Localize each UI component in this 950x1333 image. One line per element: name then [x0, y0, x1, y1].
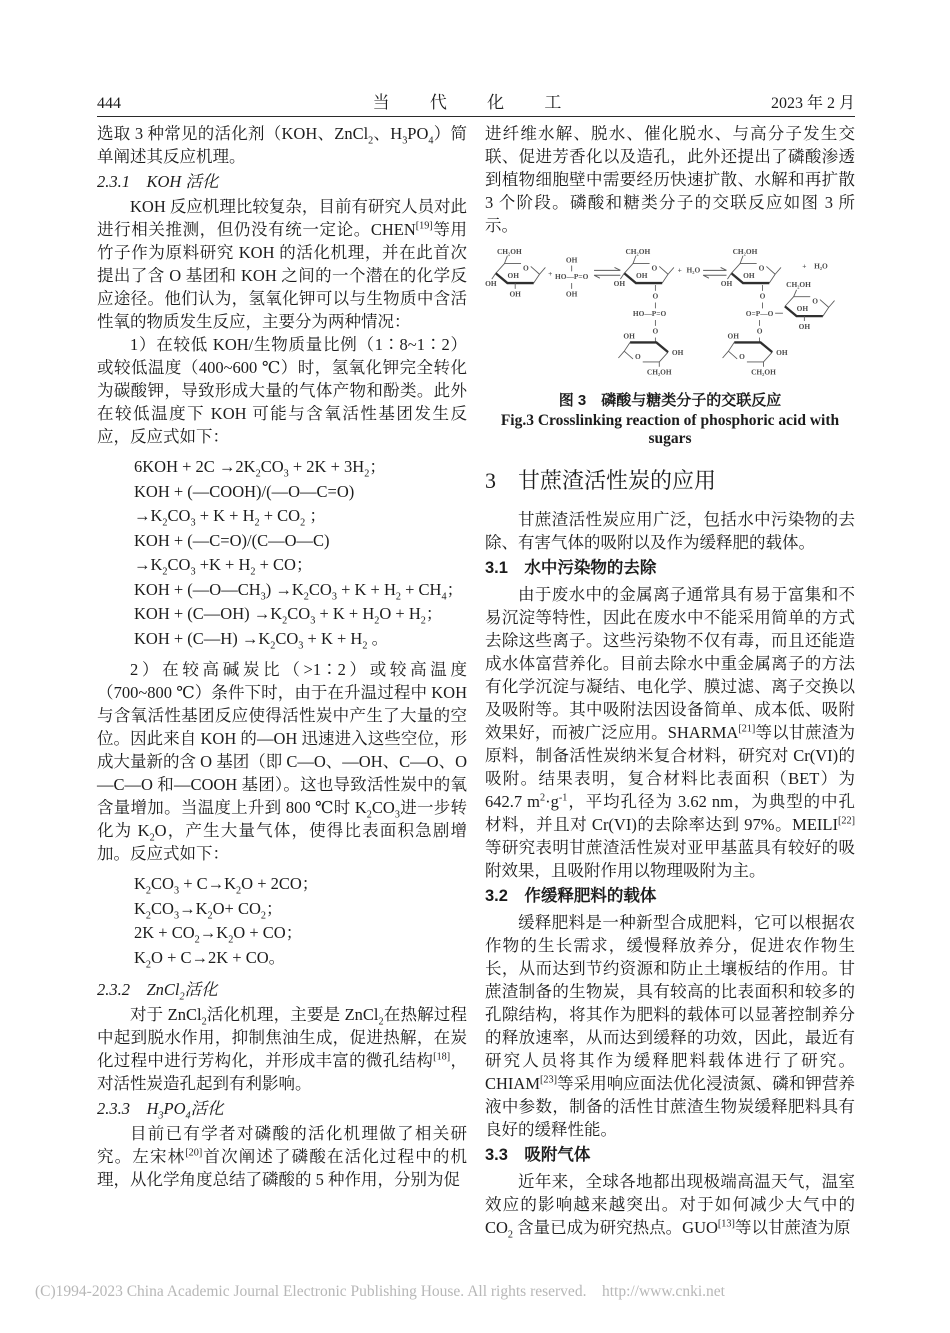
two-column-body [97, 122, 855, 1239]
sugar-ring-a [485, 247, 545, 299]
ch2oh-label: CH₂OH [625, 247, 651, 256]
oh-label: OH [613, 278, 626, 288]
plus-sign: + [677, 265, 682, 275]
paragraph: 近年来，全球各地都出现极端高温天气，温室效应的影响越来越突出。对于如何减少大气中的$CO_2$ 含量已成为研究热点。GUO[13]等以甘蔗渣为原 [485, 1172, 855, 1241]
equation-line: $K_2CO_3\to K_2O+ CO_2$； [134, 898, 283, 921]
linker-oxygen-label: O [756, 326, 763, 336]
ring-oxygen-label: O [634, 351, 641, 361]
crosslinked-product-c [721, 247, 835, 377]
ch2oh-label: CH₂OH [751, 367, 776, 377]
equation-line: KOH + (—C=O)/(C—O—C) [134, 530, 330, 550]
paragraph: KOH 反应机理比较复杂，目前有研究人员对此进行相关推测，但仍没有统一定论。CHEN[19]等用竹子作为原料研究 KOH 的活化机理，并在此首次提出了含 O 基团和 KOH 之间的一个潜在的化学反应途径。他们认为，氢氧化钾可以与生物质中含活性氧的物质发生反应，主要分为两种情况： [97, 197, 468, 331]
section-heading-3-2: 3.2 作缓释肥料的载体 [485, 887, 657, 906]
page-number: 444 [97, 95, 121, 112]
equation-line: KOH + (C—H) $\to K_2CO_3 + K + H_2$ 。 [134, 628, 389, 651]
copyright-footer [35, 1283, 725, 1301]
section-heading-2-3-3: 2.3.3 $H_3PO_4$活化 [97, 1099, 224, 1122]
section-heading-2-3-2: 2.3.2 ZnCl$_2$活化 [97, 980, 218, 1003]
equation-block-k2co3 [134, 872, 467, 970]
equation-line: $K_2CO_3 + C\to K_2O + 2CO$； [134, 874, 319, 897]
paragraph: 1）在较低 KOH/生物质量比例（1∶8~1∶2）或较低温度（400~600 ℃）时，氢氧化钾完全转化为碳酸钾，导致形成大量的气体产物和酚类。此外在较低温度下 KOH 可能与含氧活性基团发生反应，反应式如下： [97, 335, 467, 446]
paragraph: 对于 ZnCl$_2$活化机理，主要是 ZnCl$_2$在热解过程中起到脱水作用，抑制焦油生成，促进热解，在炭化过程中进行芳构化，并形成丰富的微孔结构[18]，对活性炭造孔起到有利影响。 [97, 1005, 468, 1093]
right-column [485, 122, 855, 1239]
oh-label: OH [485, 278, 497, 288]
equation-line: $6KOH + 2C \to 2K_2CO_3 + 2K + 3H_2$； [134, 457, 386, 480]
equilibrium-arrows-icon [594, 267, 620, 278]
hopo-label: HO—P=O [555, 272, 589, 282]
issue-date: 2023 年 2 月 [770, 95, 855, 112]
sugar-phosphate-b [614, 247, 684, 377]
paragraph: 选取 3 种常见的活化剂（KOH、ZnCl$_2$、$H_3PO_4$）简单阐述其反应机理。 [97, 124, 467, 166]
section-heading-3-3: 3.3 吸附气体 [485, 1146, 591, 1165]
oh-label: OH [623, 331, 635, 341]
equation-line: $\to K_2CO_3 + K + H_2 + CO_2$ ； [134, 506, 326, 529]
ch2oh-label: CH₂OH [646, 367, 672, 377]
linker-oxygen-label: O [652, 326, 659, 336]
phosphoric-acid-group [555, 256, 589, 299]
paragraph: 由于废水中的金属离子通常具有易于富集和不易沉淀等特性，因此在废水中不能采用简单的方式去除这些离子。这些污染物不仅有毒，而且还能造成水体富营养化。目前去除水中重金属离子的方法有化学沉淀与凝结、电化学、膜过滤、离子交换以及吸附等。其中吸附法因设备简单、成本低、吸附效果好，而被广泛应用。SHARMA[21]等以甘蔗渣为原料，制备活性炭纳米复合材料，研究对 Cr(VI)的吸附。结果表明，复合材料比表面积（BET）为642.7 $m^2\cdot g^{-1}$，平均孔径为 3.62 nm，为典型的中孔材料，并且对 Cr(VI)的去除率达到 97%。MEILI[22]等研究表明甘蔗渣活性炭对亚甲基蓝具有较好的吸附效果，且吸附作用以物理吸附为主。 [485, 585, 855, 881]
equation-line: KOH + (C—OH) $\to K_2CO_3 + K + H_2O + H_2$； [134, 604, 443, 627]
paragraph: 目前已有学者对磷酸的活化机理做了相关研究。左宋林[20]首次阐述了磷酸在活化过程中的机理，从化学角度总结了磷酸的 5 种作用，分别为促 [97, 1124, 468, 1189]
oh-label: OH [798, 321, 811, 331]
left-column [97, 122, 467, 1239]
equation-line: KOH + $(—O—CH_3) \to K_2CO_3 + K + H_2 + CH_4$； [134, 579, 464, 602]
equation-line: $K_2O + C\to 2K$ + CO。 [134, 947, 286, 970]
oh-label: OH [565, 255, 578, 265]
section-heading-2-3-1: 2.3.1 KOH 活化 [97, 172, 219, 191]
section-heading-3-1: 3.1 水中污染物的去除 [485, 559, 657, 578]
linker-oxygen-label: O [652, 291, 659, 301]
water-label: H₂O [686, 265, 701, 275]
copyright-text: (C)1994-2023 China Academic Journal Electronic Publishing House. All rights reserved. [35, 1283, 587, 1300]
ring-oxygen-label: O [812, 296, 818, 306]
oh-label: OH [720, 278, 733, 288]
oh-label: OH [565, 289, 578, 299]
plus-sign: + [548, 269, 553, 279]
equation-line: KOH + (—COOH)/(—O—C=O) [134, 481, 355, 501]
paragraph: 进纤维水解、脱水、催化脱水、与高分子发生交联、促进芳香化以及造孔，此外还提出了磷酸渗透到植物细胞壁中需要经历快速扩散、水解和再扩散 3 个阶段。磷酸和糖类分子的交联反应如图 3 所示。 [485, 124, 855, 235]
chemical-structure-drawing [485, 247, 855, 383]
oh-label: OH [743, 271, 755, 281]
ch2oh-label: CH₂OH [732, 247, 758, 256]
oh-label: OH [671, 348, 684, 358]
ring-oxygen-label: O [739, 351, 745, 361]
equilibrium-arrows-icon [703, 267, 726, 278]
equation-block-koh [134, 455, 467, 651]
oh-label: OH [727, 331, 740, 341]
oh-label: OH [776, 348, 788, 358]
figure-caption-en: Fig.3 Crosslinking reaction of phosphoric acid with sugars [500, 412, 840, 448]
opo-label: O=P—O [745, 309, 774, 319]
ring-oxygen-label: O [758, 263, 765, 273]
hopo-label: HO—P=O [632, 309, 667, 319]
cnki-url: http://www.cnki.net [601, 1283, 725, 1300]
water-label: H₂O [814, 261, 828, 271]
ch2oh-label: CH₂OH [786, 279, 811, 289]
equation-line: $\to K_2CO_3 +K + H_2$ + CO； [134, 555, 313, 578]
section-heading-3: 3 甘蔗渣活性炭的应用 [485, 468, 717, 494]
paragraph: 缓释肥料是一种新型合成肥料，它可以根据农作物的生长需求，缓慢释放养分，促进农作物生长，从而达到节约资源和防止土壤板结的作用。甘蔗渣制备的生物炭，具有较高的比表面积和较多的孔隙结构，将其作为肥料的载体可以显著控制养分的释放速率，从而达到缓释的功效，因此，最近有研究人员将其作为缓释肥料载体进行了研究。CHIAM[23]等采用响应面法优化浸渍氮、磷和钾营养液中参数，制备的活性甘蔗渣生物炭缓释肥料具有良好的缓释性能。 [485, 913, 855, 1140]
paragraph: 2）在较高碱炭比（>1∶2）或较高温度（700~800 ℃）条件下时，由于在升温过程中 KOH 与含氧活性基团反应使得活性炭中产生了大量的空位。因此来自 KOH 的—OH 迅速进入这些空位，形成大量新的含 O 基团（即 C—O、—OH、C—O、O—C—O 和—COOH 基团）。这也导致活性炭中的氧含量增加。当温度上升到 800 ℃时 $K_2CO_3$进一步转化为 $K_2O$，产生大量气体，使得比表面积急剧增加。反应式如下： [97, 660, 468, 863]
oh-label: OH [507, 271, 519, 281]
linker-oxygen-label: O [759, 291, 766, 301]
oh-label: OH [796, 304, 809, 314]
oh-label: OH [636, 271, 648, 281]
ring-oxygen-label: O [523, 263, 529, 273]
equation-line: $2K + CO_2\to K_2O$ + CO； [134, 923, 303, 946]
paragraph: 甘蔗渣活性炭应用广泛，包括水中污染物的去除、有害气体的吸附以及作为缓释肥的载体。 [485, 510, 855, 553]
plus-sign: + [802, 261, 807, 271]
figure-caption-zh: 图 3 磷酸与糖类分子的交联反应 [558, 392, 782, 410]
figure3-crosslinking-diagram [485, 247, 855, 448]
oh-label: OH [509, 289, 521, 299]
ch2oh-label: CH₂OH [496, 247, 522, 256]
journal-title: 当 代 化 工 [372, 93, 580, 112]
page-header [97, 88, 855, 117]
ring-oxygen-label: O [651, 263, 658, 273]
